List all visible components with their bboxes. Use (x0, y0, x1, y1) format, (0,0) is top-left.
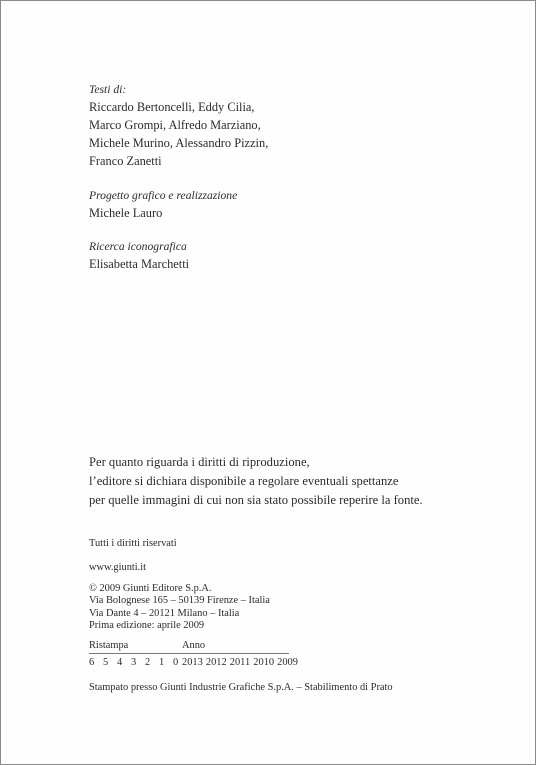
publisher-imprint (89, 583, 270, 632)
copyright-line: © 2009 Giunti Editore S.p.A. (89, 583, 212, 594)
credit-name: Marco Grompi, Alfredo Marziano, (89, 118, 261, 132)
address-florence: Via Bolognese 165 – 50139 Firenze – Italia (89, 595, 270, 607)
credit-name: Michele Lauro (89, 206, 163, 220)
notice-line: Per quanto riguarda i diritti di riproduzione, (89, 455, 310, 469)
notice-line: per quelle immagini di cui non sia stato possibile reperire la fonte. (89, 493, 423, 507)
credit-label: Progetto grafico e realizzazione (89, 189, 238, 202)
credit-name: Michele Murino, Alessandro Pizzin, (89, 136, 269, 150)
publisher-website: www.giunti.it (89, 562, 147, 573)
year-label: Anno (182, 640, 206, 651)
credit-name: Elisabetta Marchetti (89, 257, 190, 271)
printer-line: Stampato presso Giunti Industrie Grafiche S.p.A. – Stabilimento di Prato (89, 682, 393, 693)
print-info-divider (89, 653, 289, 654)
credit-label: Ricerca iconografica (89, 240, 187, 253)
credit-block-authors (89, 81, 489, 170)
print-years: 2013 2012 2011 2010 2009 (182, 657, 298, 668)
address-milan: Via Dante 4 – 20121 Milano – Italia (89, 607, 240, 619)
credit-block-picture-research (89, 238, 489, 273)
reproduction-rights-notice (89, 453, 509, 510)
print-info-values (89, 657, 299, 669)
first-edition: Prima edizione: aprile 2009 (89, 619, 205, 631)
credits-section (89, 81, 489, 289)
credit-block-design (89, 187, 489, 222)
notice-line: l’editore si dichiara disponibile a regolare eventuali spettanze (89, 474, 399, 488)
print-info-labels (89, 640, 289, 652)
reprint-label: Ristampa (89, 640, 129, 651)
credit-name: Franco Zanetti (89, 154, 162, 168)
all-rights-reserved: Tutti i diritti riservati (89, 538, 177, 549)
credit-name: Riccardo Bertoncelli, Eddy Cilia, (89, 100, 255, 114)
reprint-numbers: 6 5 4 3 2 1 0 (89, 657, 182, 668)
credit-label: Testi di: (89, 83, 127, 96)
